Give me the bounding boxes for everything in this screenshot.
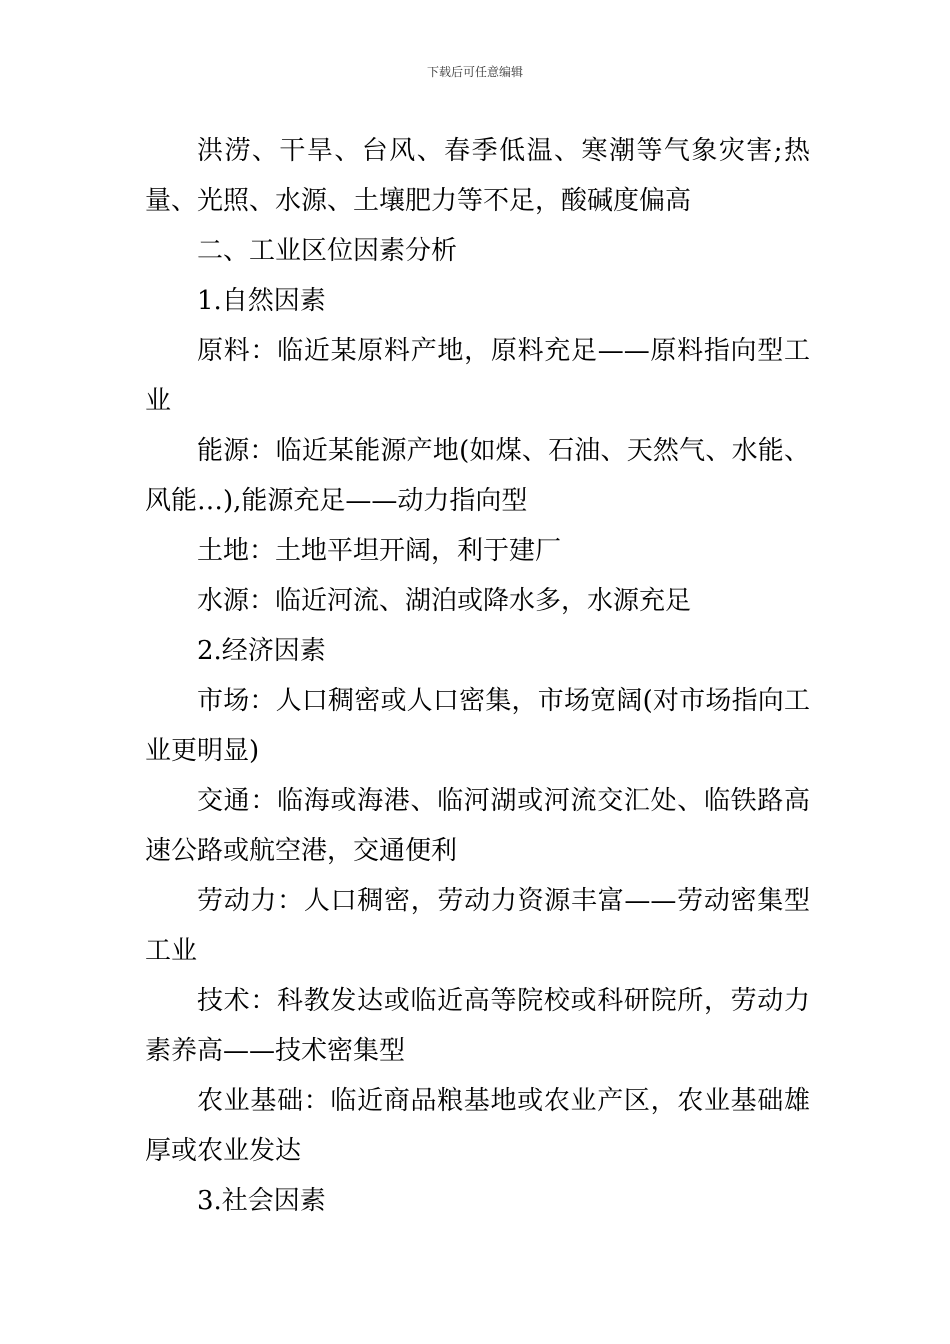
- paragraph-market: 市场：人口稠密或人口密集，市场宽阔(对市场指向工业更明显): [145, 686, 810, 766]
- paragraph-labor: 劳动力：人口稠密，劳动力资源丰富——劳动密集型工业: [145, 886, 810, 966]
- paragraph-land: 土地：土地平坦开阔，利于建厂: [197, 536, 562, 566]
- paragraph-energy: 能源：临近某能源产地(如煤、石油、天然气、水能、风能…),能源充足——动力指向型: [145, 436, 810, 516]
- subheading-natural-factors: 1.自然因素: [197, 286, 326, 316]
- paragraph-agricultural-base: 农业基础：临近商品粮基地或农业产区，农业基础雄厚或农业发达: [145, 1086, 810, 1166]
- subheading-economic-factors: 2.经济因素: [197, 636, 326, 666]
- paragraph-water-source: 水源：临近河流、湖泊或降水多，水源充足: [197, 586, 692, 616]
- subheading-social-factors: 3.社会因素: [197, 1186, 326, 1216]
- paragraph-weather-disasters: 洪涝、干旱、台风、春季低温、寒潮等气象灾害;热量、光照、水源、土壤肥力等不足，酸碱度偏高: [145, 136, 810, 216]
- paragraph-raw-materials: 原料：临近某原料产地，原料充足——原料指向型工业: [145, 336, 810, 416]
- paragraph-transport: 交通：临海或海港、临河湖或河流交汇处、临铁路高速公路或航空港，交通便利: [145, 786, 810, 866]
- document-body: [145, 126, 810, 1226]
- paragraph-technology: 技术：科教发达或临近高等院校或科研院所，劳动力素养高——技术密集型: [145, 986, 810, 1066]
- section-heading-industrial-location: 二、工业区位因素分析: [197, 236, 458, 266]
- page-header: 下载后可任意编辑: [426, 65, 523, 79]
